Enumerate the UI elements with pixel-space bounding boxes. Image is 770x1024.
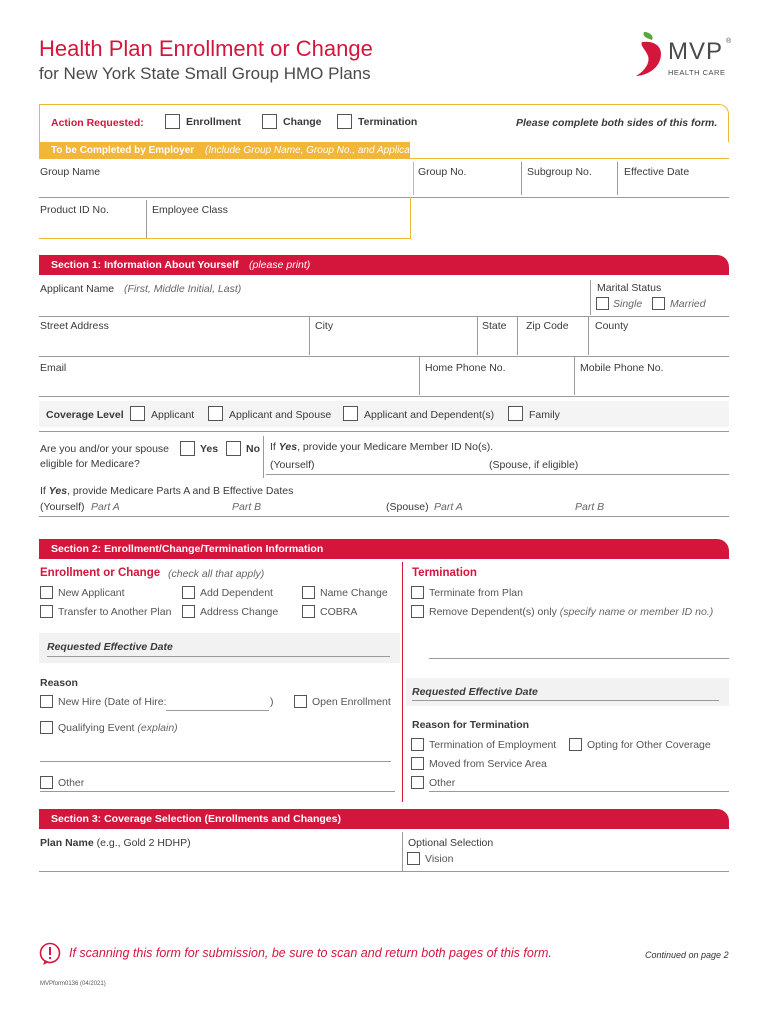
section2-title: Section 2: Enrollment/Change/Termination Information: [51, 543, 324, 555]
medicare-no-label: No: [246, 443, 260, 455]
dates-yourself-label: (Yourself): [40, 501, 85, 513]
terminate-plan-label: Terminate from Plan: [429, 587, 523, 599]
change-label: Change: [283, 116, 322, 128]
open-enrollment-checkbox[interactable]: [294, 695, 307, 708]
spouse-part-b-label: Part B: [575, 501, 605, 513]
single-label: Single: [613, 298, 643, 310]
medicare-no-checkbox[interactable]: [226, 441, 241, 456]
qualifying-event-checkbox[interactable]: [40, 721, 53, 734]
other-reason-field[interactable]: [40, 791, 395, 792]
qualifying-event-label: Qualifying Event (explain): [58, 722, 178, 734]
term-employment-checkbox[interactable]: [411, 738, 424, 751]
mobile-phone-label: Mobile Phone No.: [580, 362, 664, 374]
medicare-spouse-label: (Spouse, if eligible): [489, 459, 579, 471]
action-requested-label: Action Requested:: [51, 117, 144, 129]
section2-banner: [39, 539, 729, 559]
new-hire-checkbox[interactable]: [40, 695, 53, 708]
remove-dependents-label: Remove Dependent(s) only (specify name or member ID no.): [429, 606, 714, 618]
city-label: City: [315, 320, 334, 332]
reason-termination-label: Reason for Termination: [412, 719, 530, 731]
employer-banner-note: (Include Group Name, Group No., and Applicant Name on page 2): [205, 145, 499, 156]
open-enrollment-label: Open Enrollment: [312, 696, 391, 708]
requested-date-field[interactable]: [47, 656, 390, 657]
new-hire-label: New Hire (Date of Hire:: [58, 696, 167, 708]
requested-date-label: Requested Effective Date: [47, 641, 173, 653]
new-applicant-checkbox[interactable]: [40, 586, 53, 599]
subgroup-no-label: Subgroup No.: [527, 166, 592, 178]
single-checkbox[interactable]: [596, 297, 609, 310]
section3-banner: [39, 809, 729, 829]
medicare-question-line1: Are you and/or your spouse: [40, 443, 169, 455]
moved-checkbox[interactable]: [411, 757, 424, 770]
section3-title: Section 3: Coverage Selection (Enrollments and Changes): [51, 813, 341, 825]
applicant-name-hint: (First, Middle Initial, Last): [124, 283, 242, 295]
moved-label: Moved from Service Area: [429, 758, 547, 770]
section1-title: Section 1: Information About Yourself: [51, 259, 239, 271]
scan-alert-text: If scanning this form for submission, be sure to scan and return both pages of this form.: [69, 946, 552, 960]
opting-other-label: Opting for Other Coverage: [587, 739, 711, 751]
termination-label: Termination: [358, 116, 418, 128]
medicare-yes-label: Yes: [200, 443, 219, 455]
medicare-question-line2: eligible for Medicare?: [40, 458, 140, 470]
street-label: Street Address: [40, 320, 109, 332]
continued-text: Continued on page 2: [645, 950, 729, 960]
section1-banner: [39, 255, 729, 275]
medicare-yes-checkbox[interactable]: [180, 441, 195, 456]
yourself-part-a-label: Part A: [91, 501, 120, 513]
other-reason-checkbox[interactable]: [40, 776, 53, 789]
section1-note: (please print): [249, 259, 311, 271]
coverage-level-label: Coverage Level: [46, 409, 124, 421]
term-requested-date-label: Requested Effective Date: [412, 686, 538, 698]
cov-applicant-checkbox[interactable]: [130, 406, 145, 421]
married-label: Married: [670, 298, 706, 310]
enrollment-label: Enrollment: [186, 116, 241, 128]
term-other-field[interactable]: [429, 791, 729, 792]
logo-registered: ®: [726, 38, 732, 45]
medicare-id-instruction: If Yes, provide your Medicare Member ID No(s).: [270, 441, 494, 453]
yourself-part-b-label: Part B: [232, 501, 262, 513]
zip-label: Zip Code: [526, 320, 569, 332]
employer-banner-title: To be Completed by Employer: [51, 145, 195, 156]
spouse-part-a-label: Part A: [434, 501, 463, 513]
medicare-yourself-label: (Yourself): [270, 459, 315, 471]
page-title: Health Plan Enrollment or Change: [39, 36, 373, 61]
medicare-dates-instruction: If Yes, provide Medicare Parts A and B Effective Dates: [40, 485, 294, 497]
cobra-label: COBRA: [320, 606, 358, 618]
home-phone-label: Home Phone No.: [425, 362, 506, 374]
change-checkbox[interactable]: [262, 114, 277, 129]
transfer-label: Transfer to Another Plan: [58, 606, 172, 618]
remove-dependents-field[interactable]: [429, 658, 729, 659]
effective-date-label: Effective Date: [624, 166, 690, 178]
logo-text: MVP: [668, 38, 724, 65]
plan-name-label: Plan Name (e.g., Gold 2 HDHP): [40, 837, 191, 849]
new-hire-close-paren: ): [270, 696, 274, 708]
enroll-heading: Enrollment or Change: [40, 567, 161, 579]
enrollment-checkbox[interactable]: [165, 114, 180, 129]
address-change-checkbox[interactable]: [182, 605, 195, 618]
transfer-checkbox[interactable]: [40, 605, 53, 618]
alert-icon: [39, 942, 61, 966]
page-subtitle: for New York State Small Group HMO Plans: [39, 64, 371, 83]
termination-checkbox[interactable]: [337, 114, 352, 129]
opting-other-checkbox[interactable]: [569, 738, 582, 751]
mvp-logo-icon: [632, 30, 668, 80]
term-requested-date-field[interactable]: [412, 700, 719, 701]
date-of-hire-field[interactable]: [166, 710, 269, 711]
both-sides-note: Please complete both sides of this form.: [516, 117, 718, 129]
enroll-hint: (check all that apply): [168, 568, 265, 580]
cov-spouse-label: Applicant and Spouse: [229, 409, 332, 421]
cov-applicant-label: Applicant: [151, 409, 195, 421]
term-other-checkbox[interactable]: [411, 776, 424, 789]
new-applicant-label: New Applicant: [58, 587, 125, 599]
optional-selection-label: Optional Selection: [408, 837, 494, 849]
county-label: County: [595, 320, 629, 332]
cov-dependents-label: Applicant and Dependent(s): [364, 409, 495, 421]
cov-family-checkbox[interactable]: [508, 406, 523, 421]
address-change-label: Address Change: [200, 606, 279, 618]
termination-heading: Termination: [412, 567, 477, 579]
vision-label: Vision: [425, 853, 454, 865]
group-no-label: Group No.: [418, 166, 467, 178]
term-employment-label: Termination of Employment: [429, 739, 557, 751]
qualifying-explain-field[interactable]: [40, 761, 391, 762]
dates-spouse-label: (Spouse): [386, 501, 429, 513]
cov-dependents-checkbox[interactable]: [343, 406, 358, 421]
name-change-label: Name Change: [320, 587, 388, 599]
name-change-checkbox[interactable]: [302, 586, 315, 599]
cobra-checkbox[interactable]: [302, 605, 315, 618]
vision-checkbox[interactable]: [407, 852, 420, 865]
form-id: MVPform0136 (04/2021): [40, 981, 106, 987]
married-checkbox[interactable]: [652, 297, 665, 310]
other-reason-label: Other: [58, 777, 85, 789]
reason-label: Reason: [40, 677, 78, 689]
terminate-plan-checkbox[interactable]: [411, 586, 424, 599]
product-id-label: Product ID No.: [40, 204, 109, 216]
email-label: Email: [40, 362, 67, 374]
remove-dependents-checkbox[interactable]: [411, 605, 424, 618]
state-label: State: [482, 320, 507, 332]
group-name-label: Group Name: [40, 166, 101, 178]
banner-extension-line: [410, 158, 729, 159]
marital-status-label: Marital Status: [597, 282, 662, 294]
logo-subtext: HEALTH CARE: [668, 68, 726, 77]
add-dependent-checkbox[interactable]: [182, 586, 195, 599]
term-other-label: Other: [429, 777, 456, 789]
add-dependent-label: Add Dependent: [200, 587, 273, 599]
cov-spouse-checkbox[interactable]: [208, 406, 223, 421]
mvp-logo: [632, 30, 732, 80]
cov-family-label: Family: [529, 409, 560, 421]
employee-class-label: Employee Class: [152, 204, 228, 216]
applicant-name-label: Applicant Name: [40, 283, 115, 295]
